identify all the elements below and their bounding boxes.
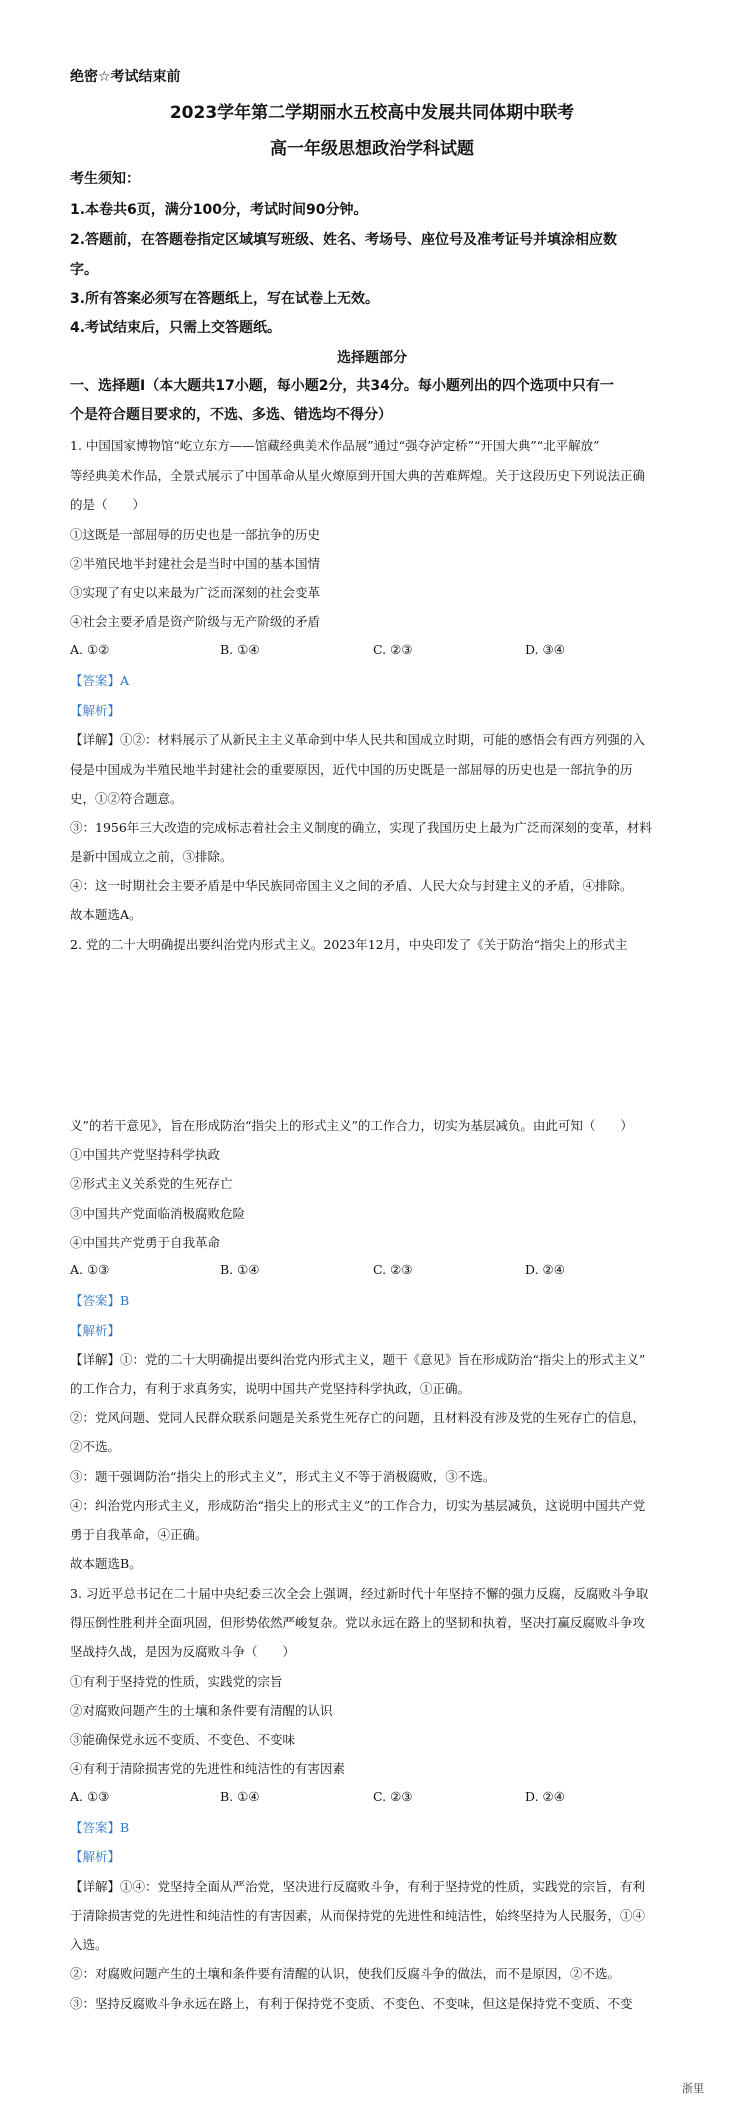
option-b: B. ①④ xyxy=(220,642,260,657)
statement-item: ③中国共产党面临消极腐败危险 xyxy=(70,1206,246,1221)
section-title: 选择题部分 xyxy=(337,350,407,366)
explanation-line: 故本题选A。 xyxy=(70,907,142,922)
notice-line: 2.答题前，在答题卷指定区域填写班级、姓名、考场号、座位号及准考证号并填涂相应数 xyxy=(70,232,618,248)
question-stem: 1. 中国国家博物馆“屹立东方——馆藏经典美术作品展”通过“强夺泸定桥”“开国大典”“北平解放” xyxy=(70,438,600,453)
notice-heading: 考生须知： xyxy=(70,171,140,187)
option-d: D. ②④ xyxy=(525,1262,565,1277)
statement-item: ①有利于坚持党的性质，实践党的宗旨 xyxy=(70,1674,283,1689)
explanation-line: 勇于自我革命，④正确。 xyxy=(70,1527,208,1542)
option-c: C. ②③ xyxy=(373,642,413,657)
notice-line: 字。 xyxy=(70,262,98,278)
exam-title: 2023学年第二学期丽水五校高中发展共同体期中联考 xyxy=(169,103,575,123)
statement-item: ④中国共产党勇于自我革命 xyxy=(70,1235,221,1250)
option-a: A. ①③ xyxy=(70,1262,110,1277)
analysis-label: 【解析】 xyxy=(70,703,121,718)
explanation-line: 故本题选B。 xyxy=(70,1556,142,1571)
analysis-label: 【解析】 xyxy=(70,1849,121,1864)
option-c: C. ②③ xyxy=(373,1789,413,1804)
explanation-line: ②：对腐败问题产生的土壤和条件要有清醒的认识，使我们反腐斗争的做法，而不是原因，②不选。 xyxy=(70,1966,621,1981)
answer-label: 【答案】B xyxy=(70,1820,130,1835)
option-a: A. ①② xyxy=(70,642,110,657)
notice-line: 4.考试结束后，只需上交答题纸。 xyxy=(70,320,282,336)
analysis-label: 【解析】 xyxy=(70,1323,121,1338)
question-stem: 等经典美术作品，全景式展示了中国革命从星火燎原到开国大典的苦难辉煌。关于这段历史下列说法正确 xyxy=(70,468,646,483)
question-stem: 得压倒性胜利并全面巩固，但形势依然严峻复杂。党以永远在路上的坚韧和执着，坚决打赢反腐败斗争攻 xyxy=(70,1615,646,1630)
explanation-line: ②：党风问题、党同人民群众联系问题是关系党生死存亡的问题，且材料没有涉及党的生死存亡的信息， xyxy=(70,1410,646,1425)
statement-item: ②对腐败问题产生的土壤和条件要有清醒的认识 xyxy=(70,1703,333,1718)
secret-label: 绝密☆考试结束前 xyxy=(70,69,181,85)
statement-item: ③能确保党永远不变质、不变色、不变味 xyxy=(70,1732,296,1747)
explanation-line: ③：1956年三大改造的完成标志着社会主义制度的确立，实现了我国历史上最为广泛而深刻的变革，材料 xyxy=(70,820,652,835)
explanation-line: 的工作合力，有利于求真务实，说明中国共产党坚持科学执政，①正确。 xyxy=(70,1381,471,1396)
statement-item: ①这既是一部屈辱的历史也是一部抗争的历史 xyxy=(70,527,321,542)
explanation-line: ③：坚持反腐败斗争永远在路上，有利于保持党不变质、不变色、不变味，但这是保持党不变质、不变 xyxy=(70,1996,633,2011)
explanation-line: 入选。 xyxy=(70,1937,108,1952)
section-instructions: 个是符合题目要求的，不选、多选、错选均不得分） xyxy=(70,407,392,423)
option-a: A. ①③ xyxy=(70,1789,110,1804)
explanation-line: ②不选。 xyxy=(70,1439,121,1454)
option-b: B. ①④ xyxy=(220,1262,260,1277)
explanation-line: 于清除损害党的先进性和纯洁性的有害因素，从而保持党的先进性和纯洁性，始终坚持为人民服务，①④ xyxy=(70,1908,646,1923)
section-instructions: 一、选择题Ⅰ（本大题共17小题，每小题2分，共34分。每小题列出的四个选项中只有一 xyxy=(70,378,614,394)
answer-label: 【答案】A xyxy=(70,673,130,688)
explanation-line: 侵是中国成为半殖民地半封建社会的重要原因，近代中国的历史既是一部屈辱的历史也是一部抗争的历 xyxy=(70,762,633,777)
statement-item: ③实现了有史以来最为广泛而深刻的社会变革 xyxy=(70,585,321,600)
explanation-line: ④：这一时期社会主要矛盾是中华民族同帝国主义之间的矛盾、人民大众与封建主义的矛盾，④排除。 xyxy=(70,878,633,893)
answer-label: 【答案】B xyxy=(70,1293,130,1308)
option-b: B. ①④ xyxy=(220,1789,260,1804)
explanation-line: ④：纠治党内形式主义，形成防治“指尖上的形式主义”的工作合力，切实为基层减负，这说明中国共产党 xyxy=(70,1498,646,1513)
question-stem: 2. 党的二十大明确提出要纠治党内形式主义。2023年12月，中央印发了《关于防治“指尖上的形式主 xyxy=(70,937,628,952)
explanation-line: 【详解】①④：党坚持全面从严治党，坚决进行反腐败斗争，有利于坚持党的性质，实践党的宗旨，有利 xyxy=(70,1879,646,1894)
notice-line: 1.本卷共6页，满分100分，考试时间90分钟。 xyxy=(70,202,368,218)
option-c: C. ②③ xyxy=(373,1262,413,1277)
question-stem: 坚战持久战，是因为反腐败斗争（ ） xyxy=(70,1644,296,1659)
explanation-line: ③：题干强调防治“指尖上的形式主义”，形式主义不等于消极腐败，③不选。 xyxy=(70,1469,496,1484)
exam-subtitle: 高一年级思想政治学科试题 xyxy=(270,139,474,159)
statement-item: ④有利于清除损害党的先进性和纯洁性的有害因素 xyxy=(70,1761,346,1776)
question-stem: 3. 习近平总书记在二十届中央纪委三次全会上强调，经过新时代十年坚持不懈的强力反腐，反腐败斗争取 xyxy=(70,1586,649,1601)
statement-item: ①中国共产党坚持科学执政 xyxy=(70,1147,221,1162)
statement-item: ②半殖民地半封建社会是当时中国的基本国情 xyxy=(70,556,321,571)
explanation-line: 【详解】①：党的二十大明确提出要纠治党内形式主义，题干《意见》旨在形成防治“指尖上的形式主义” xyxy=(70,1352,646,1367)
statement-item: ④社会主要矛盾是资产阶级与无产阶级的矛盾 xyxy=(70,614,321,629)
option-d: D. ②④ xyxy=(525,1789,565,1804)
explanation-line: 是新中国成立之前，③排除。 xyxy=(70,849,233,864)
footer-mark: 浙里 xyxy=(682,2082,704,2095)
question-stem: 义”的若干意见》，旨在形成防治“指尖上的形式主义”的工作合力，切实为基层减负。由此可知（ ） xyxy=(70,1118,633,1133)
statement-item: ②形式主义关系党的生死存亡 xyxy=(70,1176,233,1191)
notice-line: 3.所有答案必须写在答题纸上，写在试卷上无效。 xyxy=(70,291,380,307)
question-stem: 的是（ ） xyxy=(70,497,146,512)
option-d: D. ③④ xyxy=(525,642,565,657)
explanation-line: 史，①②符合题意。 xyxy=(70,791,183,806)
explanation-line: 【详解】①②：材料展示了从新民主主义革命到中华人民共和国成立时期，可能的感悟会有西方列强的入 xyxy=(70,732,646,747)
